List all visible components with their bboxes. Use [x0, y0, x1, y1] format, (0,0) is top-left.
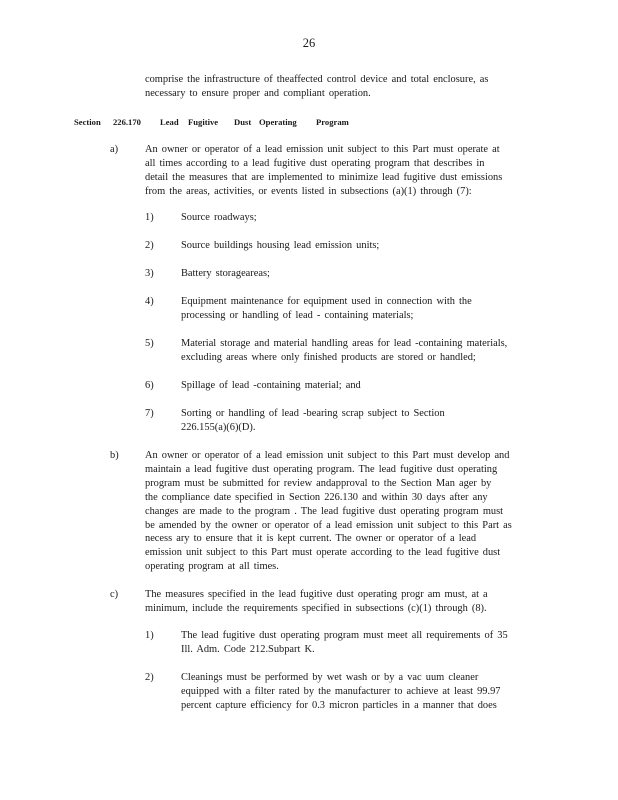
section-title-word: Dust	[234, 117, 252, 127]
text-line: percent capture efficiency for 0.3 micron particles in a manner that does	[181, 699, 497, 711]
subsection-b-label: b)	[110, 450, 119, 461]
subsection-c-text	[145, 588, 540, 616]
list-item	[181, 337, 507, 365]
text-line: Cleanings must be performed by wet wash or by a vac uum cleaner	[181, 672, 479, 683]
text-line: maintain a lead fugitive dust operating program. The lead fugitive dust operating	[145, 463, 498, 475]
text-line: changes are made to the program . The lead fugitive dust operating program must	[145, 505, 504, 517]
item-number: 5)	[145, 338, 154, 349]
subsection-c-label: c)	[110, 589, 119, 600]
text-line: The measures specified in the lead fugitive dust operating progr am must, at a	[145, 589, 488, 600]
list-item	[181, 407, 445, 435]
item-number: 7)	[145, 408, 154, 419]
list-item	[181, 629, 508, 657]
intro-paragraph	[145, 73, 525, 101]
text-line: The lead fugitive dust operating program must meet all requirements of 35	[181, 630, 508, 641]
text-line: equipped with a filter rated by the manufacturer to achieve at least 99.97	[181, 685, 501, 697]
subsection-a-text	[145, 143, 533, 199]
text-line: Battery storageareas;	[181, 268, 270, 279]
item-number: 1)	[145, 630, 154, 641]
item-number: 6)	[145, 380, 154, 391]
text-line: from the areas, activities, or events listed in subsections (a)(1) through (7):	[145, 185, 472, 197]
text-line: program must be submitted for review andapproval to the Section Man ager by	[145, 477, 492, 489]
text-line: excluding areas where only finished products are stored or handled;	[181, 351, 476, 363]
text-line: Spillage of lead -containing material; and	[181, 380, 361, 391]
section-title-word: Program	[316, 117, 349, 127]
text-line: processing or handling of lead - containing materials;	[181, 309, 414, 321]
list-item	[181, 239, 379, 253]
text-line: Ill. Adm. Code 212.Subpart K.	[181, 643, 315, 655]
text-line: detail the measures that are implemented to minimize lead fugitive dust emissions	[145, 171, 503, 183]
item-number: 2)	[145, 672, 154, 683]
text-line: Sorting or handling of lead -bearing scrap subject to Section	[181, 408, 445, 419]
section-title-word: Lead	[160, 117, 179, 127]
text-line: Source buildings housing lead emission units;	[181, 240, 380, 251]
section-title-word: Fugitive	[188, 117, 219, 127]
text-line: An owner or operator of a lead emission unit subject to this Part must operate at	[145, 144, 500, 155]
text-line: emission unit subject to this Part must operate according to the lead fugitive dust	[145, 547, 501, 559]
text-line: be amended by the owner or operator of a lead emission unit subject to this Part as	[145, 519, 512, 531]
text-line: comprise the infrastructure of theaffected control device and total enclosure, as	[145, 74, 489, 85]
section-label: Section	[74, 117, 101, 127]
text-line: minimum, include the requirements specified in subsections (c)(1) through (8).	[145, 602, 487, 614]
text-line: 226.155(a)(6)(D).	[181, 421, 256, 433]
item-number: 1)	[145, 212, 154, 223]
section-number: 226.170	[113, 117, 141, 127]
text-line: Material storage and material handling areas for lead -containing materials,	[181, 338, 508, 349]
text-line: the compliance date specified in Section 226.130 and within 30 days after any	[145, 491, 488, 503]
list-item	[181, 267, 270, 281]
text-line: all times according to a lead fugitive dust operating program that describes in	[145, 157, 485, 169]
text-line: necess ary to ensure that it is kept current. The owner or operator of a lead	[145, 533, 477, 545]
item-number: 4)	[145, 296, 154, 307]
subsection-b-text	[145, 449, 540, 574]
item-number: 2)	[145, 240, 154, 251]
subsection-a-label: a)	[110, 144, 119, 155]
text-line: necessary to ensure proper and compliant operation.	[145, 87, 371, 99]
text-line: Source roadways;	[181, 212, 257, 223]
text-line: operating program at all times.	[145, 561, 279, 573]
item-number: 3)	[145, 268, 154, 279]
text-line: Equipment maintenance for equipment used in connection with the	[181, 296, 472, 307]
page-number: 26	[302, 36, 316, 50]
list-item	[181, 211, 257, 225]
list-item	[181, 379, 361, 393]
list-item	[181, 671, 501, 713]
text-line: An owner or operator of a lead emission unit subject to this Part must develop and	[145, 450, 510, 461]
list-item	[181, 295, 472, 323]
section-title-word: Operating	[259, 117, 297, 127]
